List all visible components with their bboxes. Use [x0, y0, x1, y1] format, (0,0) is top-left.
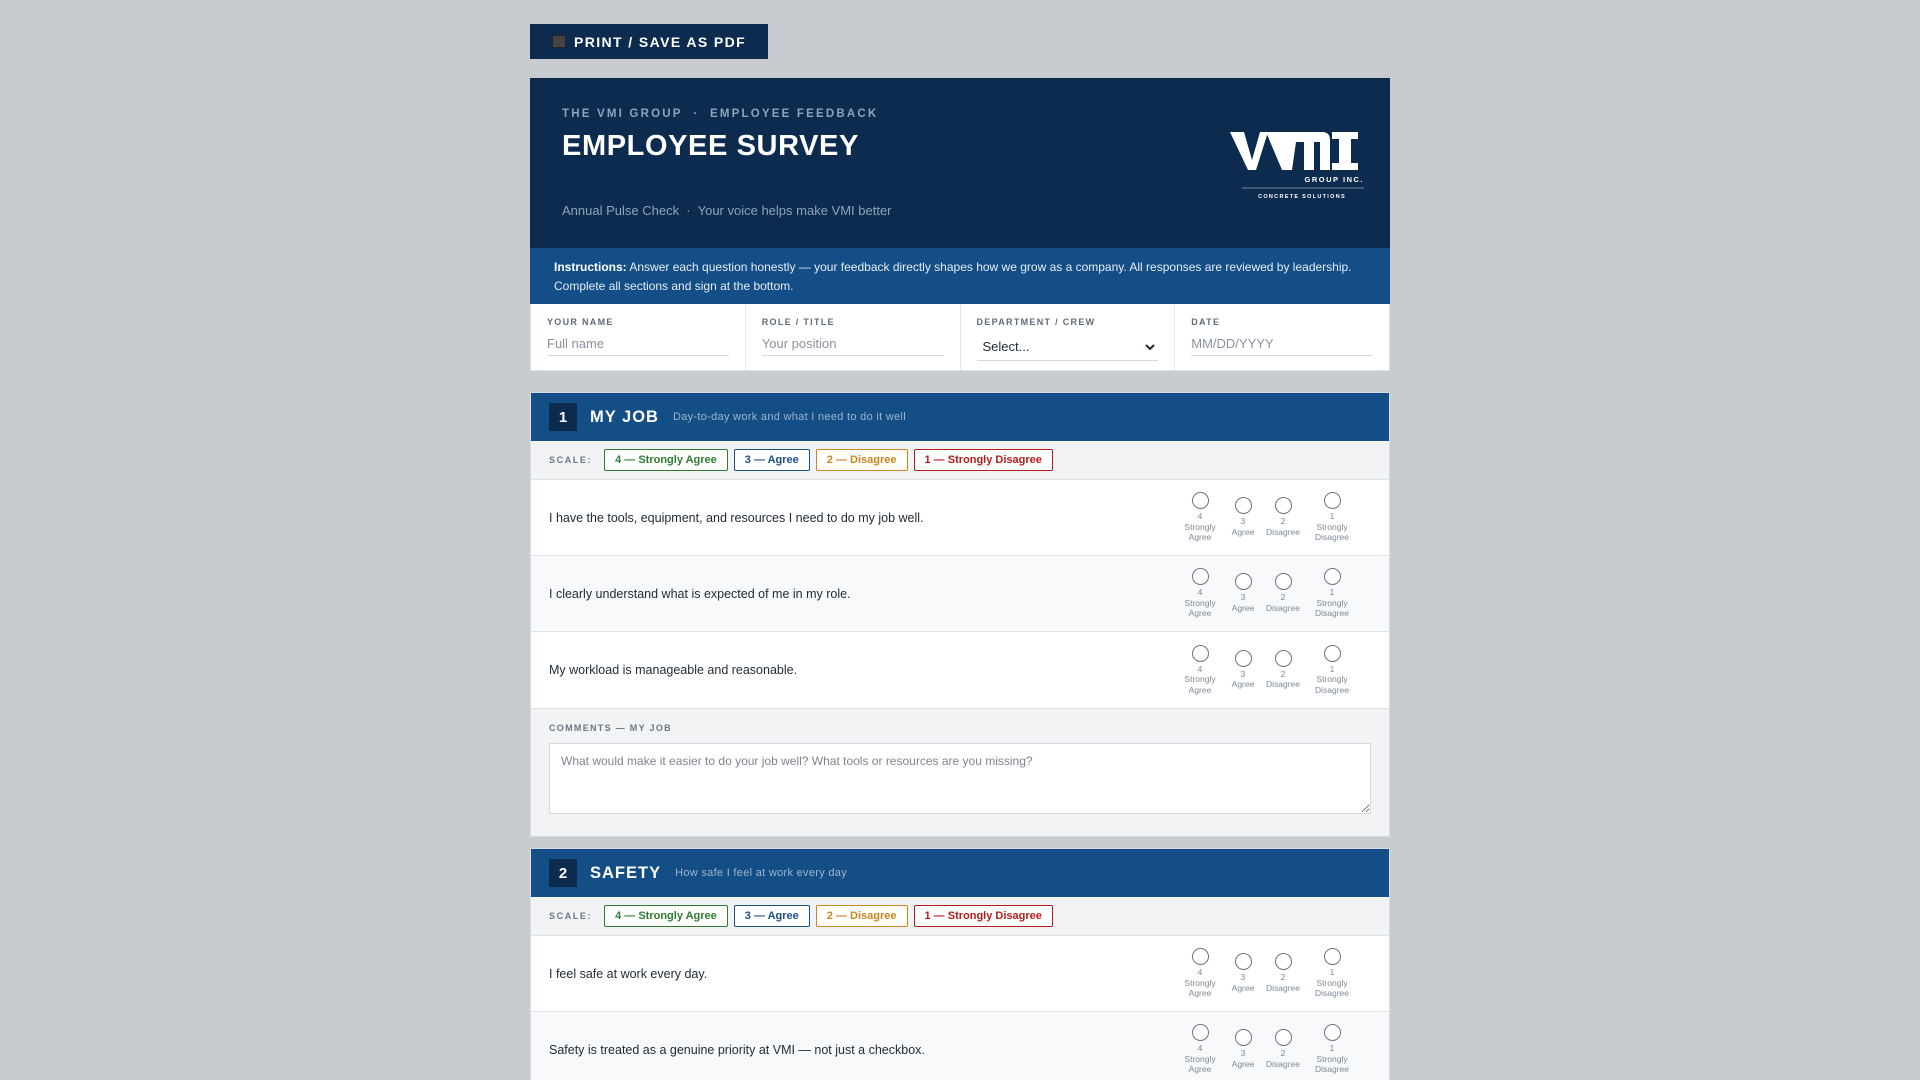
radio-circle-icon[interactable] [1275, 650, 1292, 667]
date-input[interactable] [1191, 334, 1373, 356]
question-row [531, 1012, 1389, 1080]
section-number: 2 [549, 859, 577, 887]
radio-circle-icon[interactable] [1275, 953, 1292, 970]
section-safety [530, 848, 1390, 1080]
radio-circle-icon[interactable] [1275, 497, 1292, 514]
section-title: SAFETY [590, 863, 662, 882]
question-text: Safety is treated as a genuine priority at VMI — not just a checkbox. [549, 1042, 925, 1057]
radio-circle-icon[interactable] [1192, 492, 1209, 509]
header-subtitle: Annual Pulse Check · Your voice helps make VMI better [562, 203, 892, 218]
question-text: I have the tools, equipment, and resources I need to do my job well. [549, 510, 924, 525]
radio-strongly-agree[interactable]: 4 Strongly Agree [1177, 492, 1223, 543]
svg-text:CONCRETE SOLUTIONS: CONCRETE SOLUTIONS [1258, 194, 1346, 200]
question-row [531, 632, 1389, 708]
radio-strongly-agree[interactable]: 4 Strongly Agree [1177, 1024, 1223, 1075]
radio-strongly-agree[interactable]: 4 Strongly Agree [1177, 645, 1223, 696]
date-cell [1175, 304, 1389, 370]
role-input[interactable] [762, 334, 944, 356]
department-cell [961, 304, 1176, 370]
page-title: EMPLOYEE SURVEY [562, 130, 859, 162]
scale-legend [531, 441, 1389, 480]
scale-label: SCALE: [549, 455, 593, 465]
radio-circle-icon[interactable] [1275, 573, 1292, 590]
section-my-job [530, 392, 1390, 837]
name-input[interactable] [547, 334, 729, 356]
radio-circle-icon[interactable] [1324, 645, 1341, 662]
section-subtitle: How safe I feel at work every day [675, 867, 848, 879]
section-header [531, 393, 1389, 441]
header-eyebrow: THE VMI GROUP · EMPLOYEE FEEDBACK [562, 108, 879, 120]
comments-my-job-textarea[interactable] [549, 743, 1371, 814]
radio-strongly-disagree[interactable]: 1 Strongly Disagree [1303, 568, 1361, 619]
rating-group [1177, 492, 1361, 543]
section-subtitle: Day-to-day work and what I need to do it well [672, 411, 906, 423]
radio-circle-icon[interactable] [1235, 953, 1252, 970]
radio-circle-icon[interactable] [1324, 1024, 1341, 1041]
rating-group [1177, 645, 1361, 696]
comments-label: COMMENTS — MY JOB [549, 723, 672, 733]
scale-disagree: 2 — Disagree [816, 449, 908, 471]
radio-strongly-agree[interactable]: 4 Strongly Agree [1177, 568, 1223, 619]
radio-strongly-disagree[interactable]: 1 Strongly Disagree [1303, 948, 1361, 999]
instructions-text: Answer each question honestly — your feedback directly shapes how we grow as a company. All responses are reviewed by leadership. Complete all sections and sign at the bottom. [554, 260, 1352, 293]
instructions-label: Instructions: [554, 260, 627, 274]
radio-circle-icon[interactable] [1235, 1029, 1252, 1046]
radio-strongly-disagree[interactable]: 1 Strongly Disagree [1303, 492, 1361, 543]
scale-strongly-disagree: 1 — Strongly Disagree [914, 449, 1053, 471]
radio-circle-icon[interactable] [1324, 948, 1341, 965]
scale-strongly-disagree: 1 — Strongly Disagree [914, 905, 1053, 927]
radio-circle-icon[interactable] [1324, 568, 1341, 585]
survey-header [530, 78, 1390, 248]
date-label: DATE [1191, 317, 1221, 327]
employee-info-row [530, 304, 1390, 371]
rating-group [1177, 1024, 1361, 1075]
role-label: ROLE / TITLE [761, 317, 835, 327]
radio-strongly-disagree[interactable]: 1 Strongly Disagree [1303, 1024, 1361, 1075]
radio-circle-icon[interactable] [1192, 948, 1209, 965]
radio-circle-icon[interactable] [1324, 492, 1341, 509]
radio-agree[interactable]: 3 Agree [1223, 650, 1263, 690]
radio-circle-icon[interactable] [1275, 1029, 1292, 1046]
radio-circle-icon[interactable] [1192, 645, 1209, 662]
print-button-label: PRINT / SAVE AS PDF [574, 33, 747, 50]
name-label: YOUR NAME [547, 317, 614, 327]
question-text: I clearly understand what is expected of me in my role. [549, 586, 851, 601]
radio-circle-icon[interactable] [1192, 1024, 1209, 1041]
scale-agree: 3 — Agree [734, 449, 810, 471]
radio-disagree[interactable]: 2 Disagree [1263, 573, 1303, 613]
department-label: DEPARTMENT / CREW [976, 317, 1096, 327]
scale-label: SCALE: [549, 911, 593, 921]
vmi-logo-icon [1230, 126, 1370, 206]
svg-text:GROUP INC.: GROUP INC. [1304, 175, 1364, 184]
role-cell [746, 304, 961, 370]
scale-agree: 3 — Agree [734, 905, 810, 927]
scale-disagree: 2 — Disagree [816, 905, 908, 927]
radio-disagree[interactable]: 2 Disagree [1263, 497, 1303, 537]
instructions-banner [530, 248, 1390, 304]
rating-group [1177, 948, 1361, 999]
section-number: 1 [549, 403, 577, 431]
scale-strongly-agree: 4 — Strongly Agree [604, 449, 728, 471]
rating-group [1177, 568, 1361, 619]
print-save-pdf-button[interactable] [530, 24, 768, 59]
radio-agree[interactable]: 3 Agree [1223, 953, 1263, 993]
question-row [531, 480, 1389, 556]
radio-disagree[interactable]: 2 Disagree [1263, 650, 1303, 690]
section-header [531, 849, 1389, 897]
scale-legend [531, 897, 1389, 936]
printer-icon [552, 35, 566, 48]
comments-block [531, 708, 1389, 836]
radio-strongly-agree[interactable]: 4 Strongly Agree [1177, 948, 1223, 999]
radio-strongly-disagree[interactable]: 1 Strongly Disagree [1303, 645, 1361, 696]
question-row [531, 936, 1389, 1012]
radio-circle-icon[interactable] [1235, 497, 1252, 514]
radio-circle-icon[interactable] [1192, 568, 1209, 585]
section-title: MY JOB [590, 407, 659, 426]
question-text: My workload is manageable and reasonable. [549, 663, 798, 677]
radio-agree[interactable]: 3 Agree [1223, 573, 1263, 613]
name-cell [531, 304, 746, 370]
radio-agree[interactable]: 3 Agree [1223, 1029, 1263, 1069]
question-row [531, 556, 1389, 632]
question-text: I feel safe at work every day. [549, 966, 708, 981]
radio-disagree[interactable]: 2 Disagree [1263, 1029, 1303, 1069]
scale-strongly-agree: 4 — Strongly Agree [604, 905, 728, 927]
radio-circle-icon[interactable] [1235, 573, 1252, 590]
department-select[interactable] [977, 334, 1159, 361]
radio-circle-icon[interactable] [1235, 650, 1252, 667]
radio-agree[interactable]: 3 Agree [1223, 497, 1263, 537]
radio-disagree[interactable]: 2 Disagree [1263, 953, 1303, 993]
